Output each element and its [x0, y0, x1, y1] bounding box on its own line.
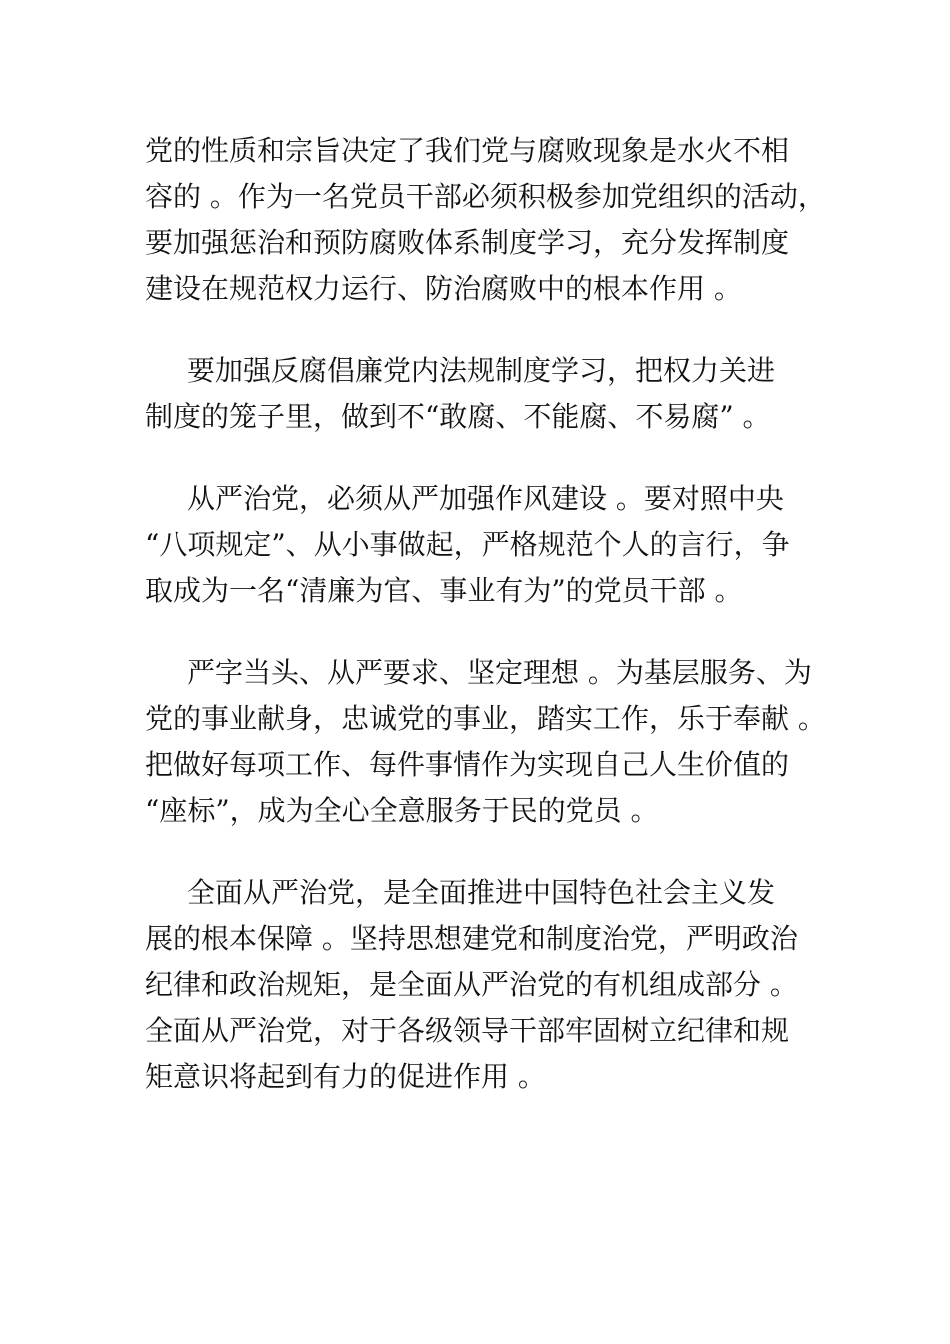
- paragraph-3: [145, 476, 825, 614]
- paragraph-line: 矩意识将起到有力的促进作用 。: [145, 1060, 546, 1093]
- paragraph-2: [145, 348, 825, 440]
- paragraph-line: 全面从严治党，对于各级领导干部牢固树立纪律和规: [145, 1014, 790, 1047]
- paragraph-line: 严字当头、从严要求、坚定理想 。为基层服务、为: [187, 656, 812, 689]
- paragraph-line: 党的性质和宗旨决定了我们党与腐败现象是水火不相: [145, 134, 790, 167]
- paragraph-line: “座标”，成为全心全意服务于民的党员 。: [145, 794, 659, 827]
- paragraph-line: 容的 。作为一名党员干部必须积极参加党组织的活动，: [145, 180, 826, 213]
- paragraph-line: 把做好每项工作、每件事情作为实现自己人生价值的: [145, 748, 790, 781]
- paragraph-5: [145, 870, 825, 1100]
- paragraph-1: [145, 128, 825, 312]
- paragraph-line: 党的事业献身，忠诚党的事业，踏实工作，乐于奉献 。: [145, 702, 826, 735]
- paragraph-line: 要加强惩治和预防腐败体系制度学习，充分发挥制度: [145, 226, 790, 259]
- paragraph-line: 制度的笼子里，做到不“敢腐、不能腐、不易腐” 。: [145, 400, 771, 433]
- paragraph-line: 展的根本保障 。坚持思想建党和制度治党，严明政治: [145, 922, 798, 955]
- paragraph-line: “八项规定”、从小事做起，严格规范个人的言行，争: [145, 528, 790, 561]
- paragraph-line: 全面从严治党，是全面推进中国特色社会主义发: [187, 876, 776, 909]
- paragraph-line: 取成为一名“清廉为官、事业有为”的党员干部 。: [145, 574, 743, 607]
- paragraph-4: [145, 650, 825, 834]
- paragraph-line: 建设在规范权力运行、防治腐败中的根本作用 。: [145, 272, 742, 305]
- paragraph-line: 要加强反腐倡廉党内法规制度学习，把权力关进: [187, 354, 776, 387]
- document-body: [145, 128, 825, 1136]
- paragraph-line: 从严治党，必须从严加强作风建设 。要对照中央: [187, 482, 784, 515]
- paragraph-line: 纪律和政治规矩，是全面从严治党的有机组成部分 。: [145, 968, 798, 1001]
